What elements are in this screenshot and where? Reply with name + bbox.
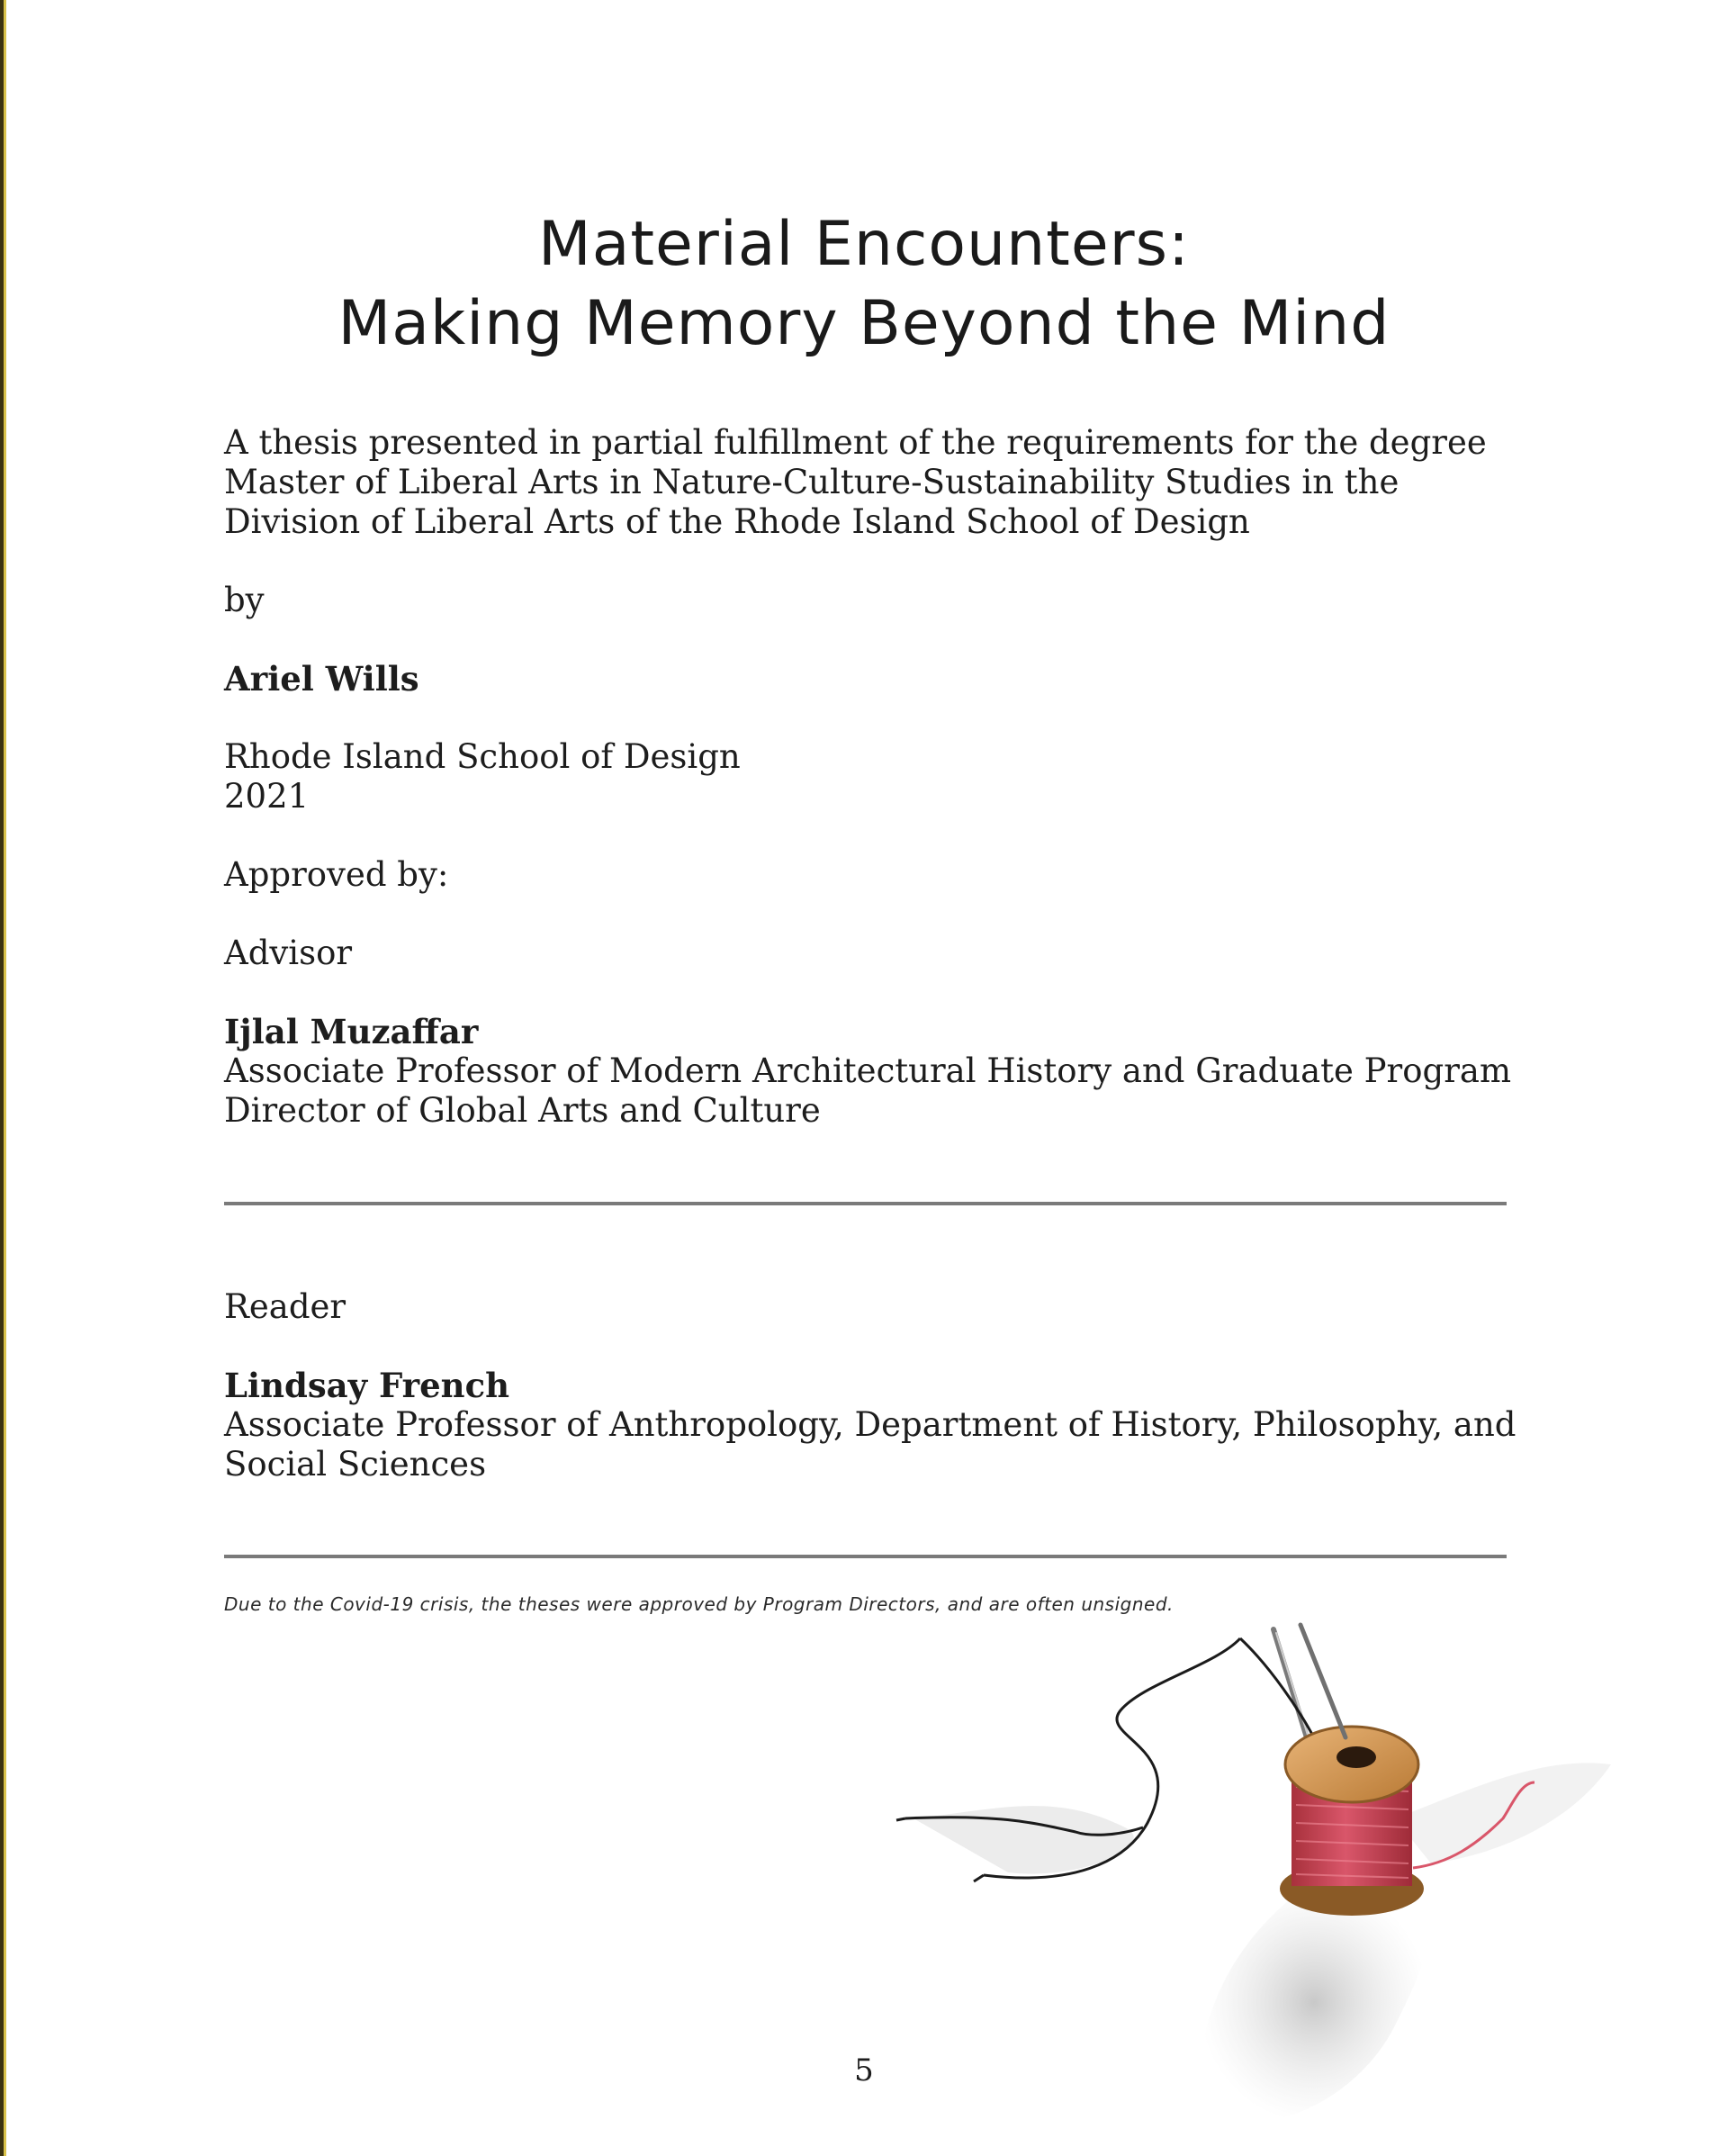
reader-title-line-1: Associate Professor of Anthropology, Department of History, Philosophy, and: [224, 1405, 1516, 1444]
reader-title-line-2: Social Sciences: [224, 1445, 487, 1484]
approved-by-label: Approved by:: [224, 855, 449, 894]
reader-signature-line: [224, 1555, 1507, 1558]
thesis-statement: [224, 423, 1520, 542]
page-number: 5: [854, 2052, 874, 2088]
advisor-title-line-2: Director of Global Arts and Culture: [224, 1091, 821, 1130]
title-line-2: Making Memory Beyond the Mind: [338, 288, 1390, 359]
title-line-1: Material Encounters:: [538, 209, 1190, 280]
author-name: Ariel Wills: [224, 659, 419, 699]
institution-name: Rhode Island School of Design: [224, 737, 741, 776]
statement-line-1: A thesis presented in partial fulfillment of the requirements for the degree: [224, 423, 1487, 462]
statement-line-3: Division of Liberal Arts of the Rhode Island School of Design: [224, 502, 1250, 541]
institution-block: [224, 737, 1520, 816]
advisor-block: [224, 1012, 1520, 1131]
reader-name: Lindsay French: [224, 1366, 510, 1405]
covid-note: Due to the Covid-19 crisis, the theses were approved by Program Directors, and are often unsigned.: [224, 1593, 1174, 1615]
black-thread-lower: [905, 1638, 1318, 1835]
thesis-title: [0, 205, 1728, 364]
thesis-year: 2021: [224, 777, 310, 816]
advisor-signature-line: [224, 1202, 1507, 1205]
second-needle: [1300, 1625, 1346, 1737]
reader-block: [224, 1366, 1520, 1484]
advisor-name: Ijlal Muzaffar: [224, 1012, 479, 1051]
by-label: by: [224, 581, 265, 619]
advisor-title-line-1: Associate Professor of Modern Architectural History and Graduate Program: [224, 1051, 1512, 1090]
advisor-role: Advisor: [224, 934, 353, 972]
reader-role: Reader: [224, 1287, 346, 1326]
soft-shadow: [1395, 1763, 1611, 1863]
spool-hole: [1336, 1746, 1376, 1768]
statement-line-2: Master of Liberal Arts in Nature-Culture-Sustainability Studies in the: [224, 463, 1400, 501]
